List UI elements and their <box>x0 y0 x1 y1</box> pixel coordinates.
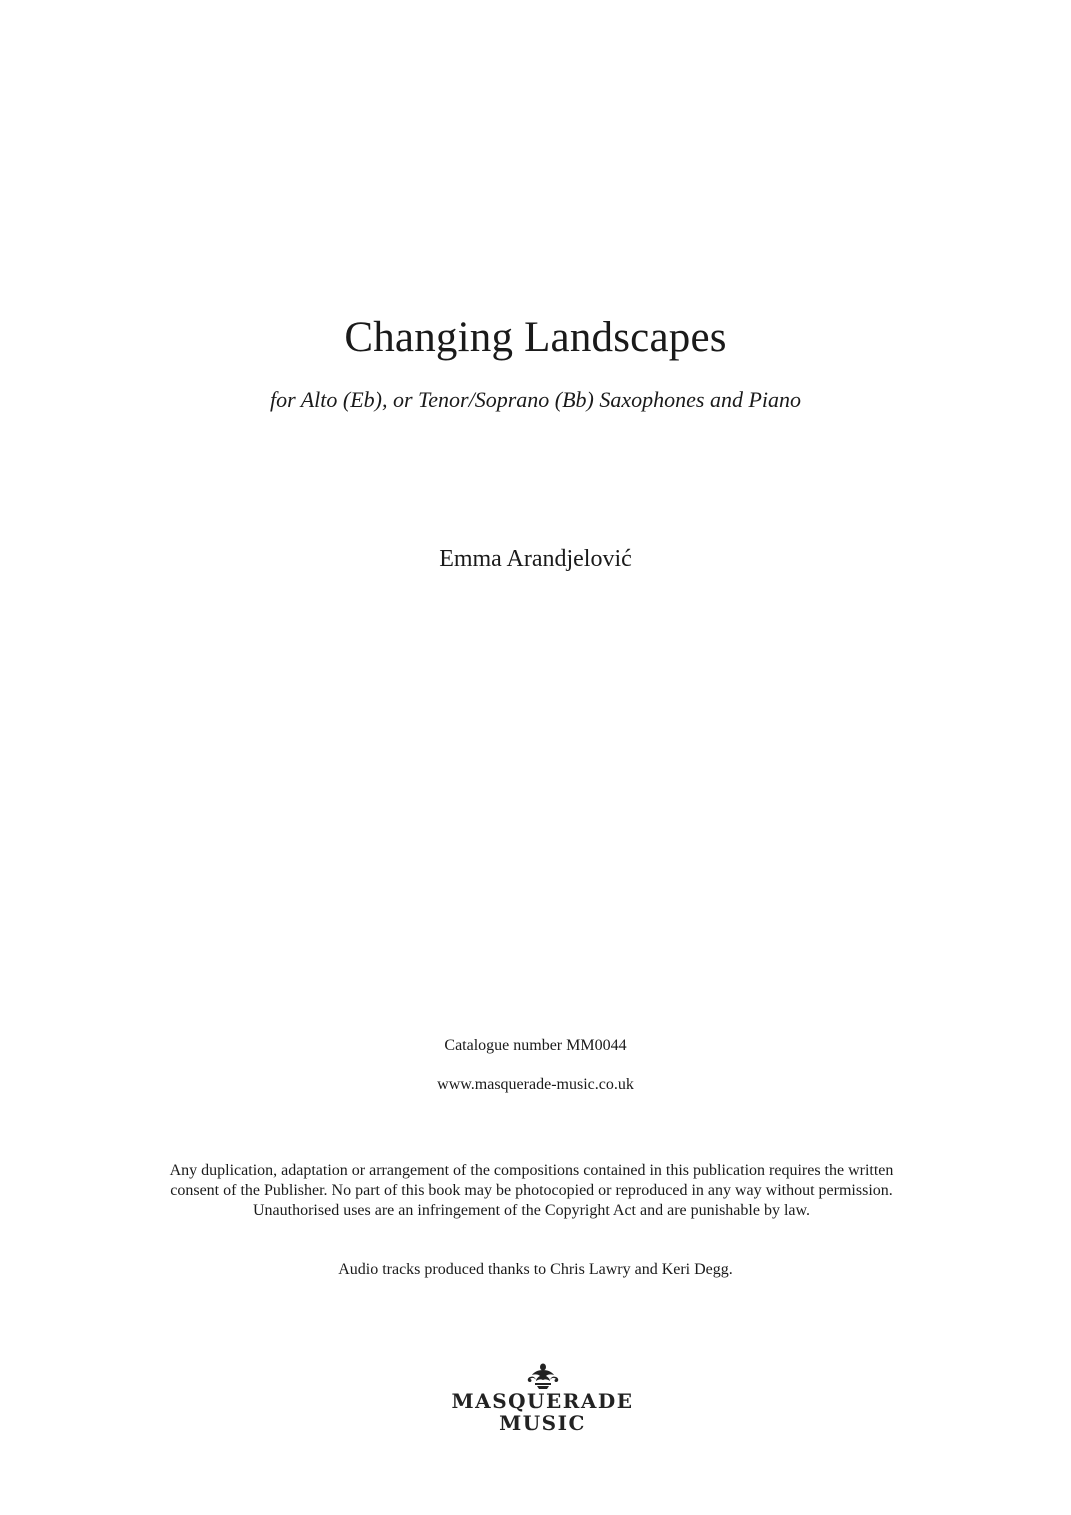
page-title: Changing Landscapes <box>344 314 727 361</box>
logo-wordmark-line2: MUSIC <box>499 1411 586 1435</box>
catalogue-number: Catalogue number MM0044 <box>444 1037 627 1054</box>
copyright-notice <box>60 1161 1003 1221</box>
logo-wordmark-line1: MASQUERADE <box>451 1389 634 1413</box>
instrumentation-subtitle: for Alto (Eb), or Tenor/Soprano (Bb) Saxophones and Piano <box>269 387 802 412</box>
publisher-logo <box>435 1363 650 1443</box>
copyright-line: Unauthorised uses are an infringement of the Copyright Act and are punishable by law. <box>252 1202 811 1219</box>
fleur-ornament-icon <box>526 1363 560 1389</box>
copyright-line: Any duplication, adaptation or arrangement of the compositions contained in this publication requires the written <box>169 1162 894 1179</box>
copyright-line: consent of the Publisher. No part of this book may be photocopied or reproduced in any way without permission. <box>170 1182 893 1199</box>
audio-credits: Audio tracks produced thanks to Chris Lawry and Keri Degg. <box>338 1261 733 1278</box>
composer-name: Emma Arandjelović <box>439 546 632 572</box>
publisher-website: www.masquerade-music.co.uk <box>437 1076 634 1093</box>
